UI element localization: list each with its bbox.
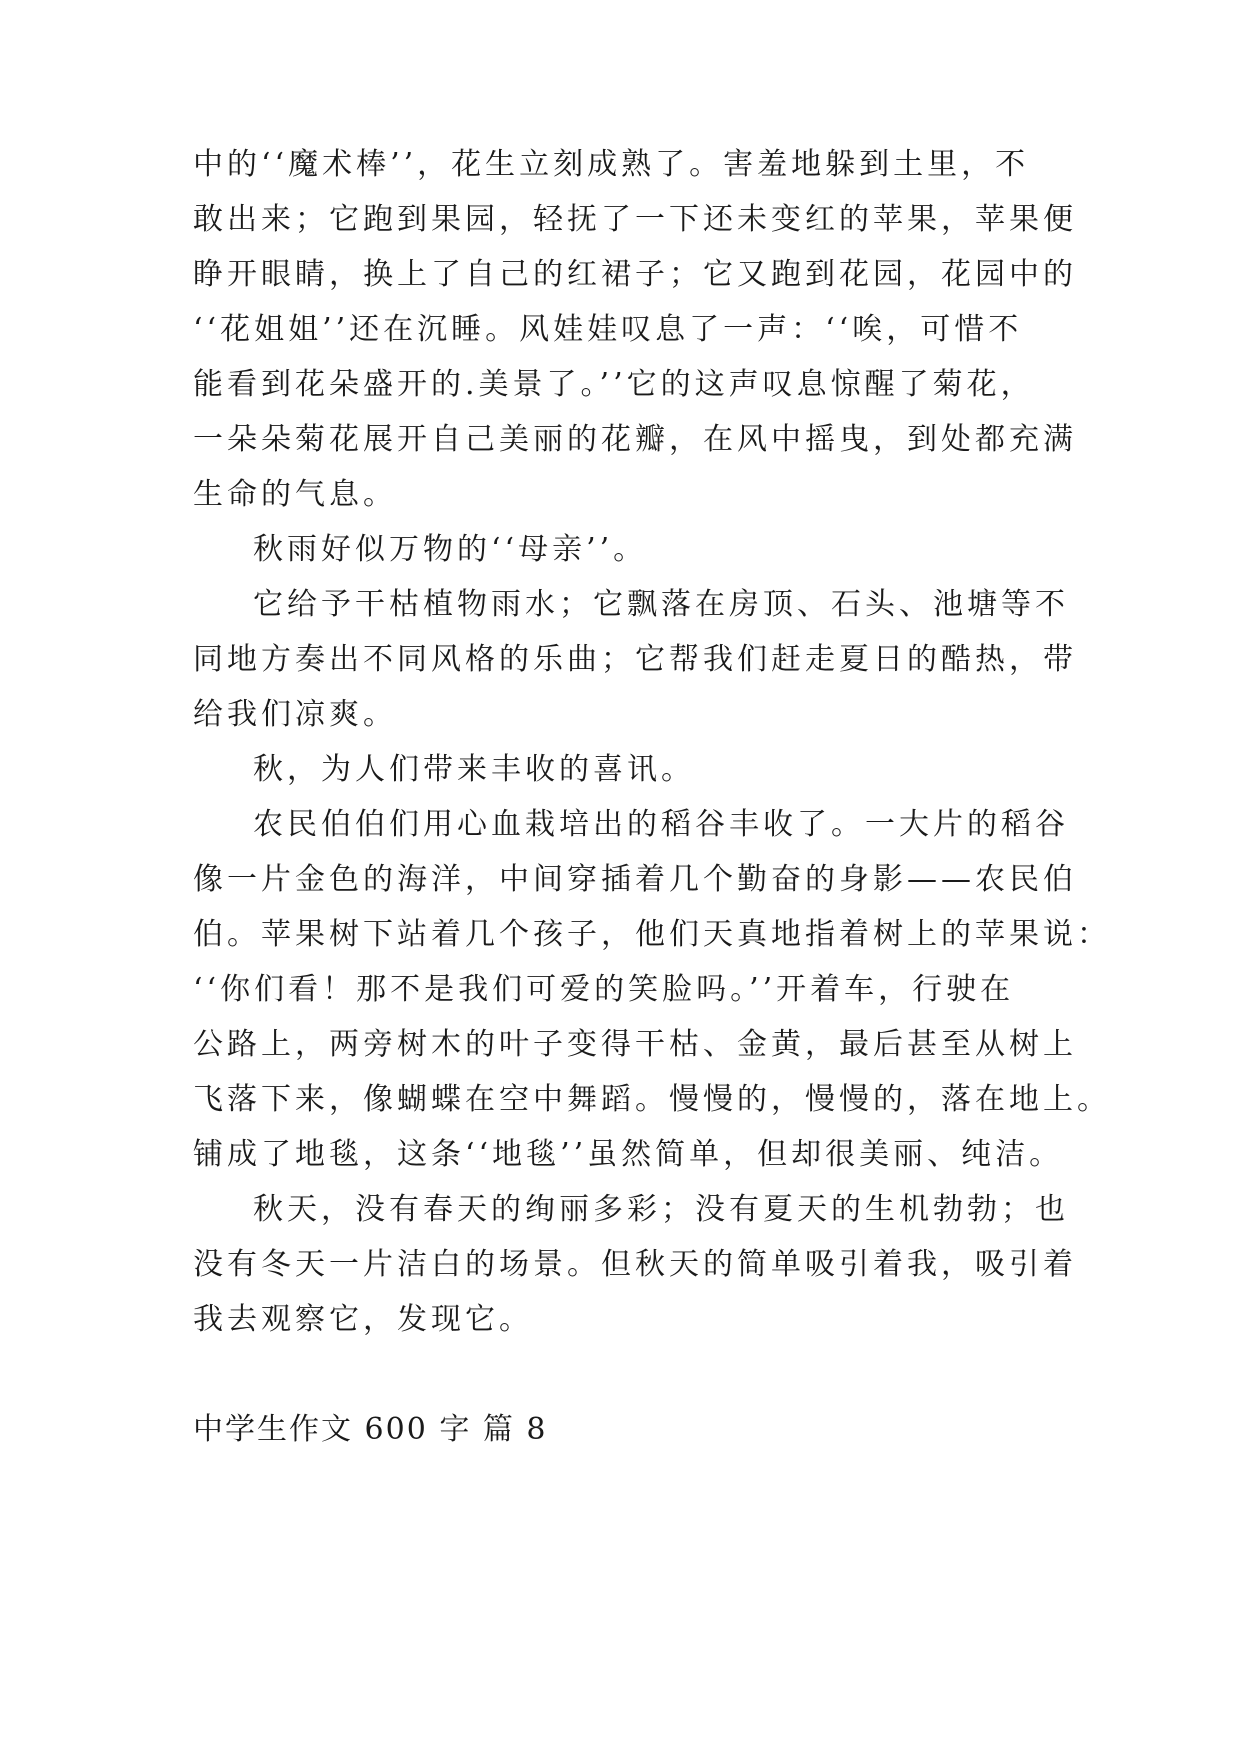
paragraph-first-line: 秋，为人们带来丰收的喜讯。 bbox=[253, 752, 695, 787]
text-line: 没有冬天一片洁白的场景。但秋天的简单吸引着我，吸引着 bbox=[193, 1247, 1077, 1282]
section-heading: 中学生作文 600 字 篇 8 bbox=[193, 1412, 548, 1447]
text-line: 我去观察它，发现它。 bbox=[193, 1302, 533, 1337]
text-line: 睁开眼睛，换上了自己的红裙子；它又跑到花园，花园中的 bbox=[193, 257, 1077, 292]
paragraph-first-line: 它给予干枯植物雨水；它飘落在房顶、石头、池塘等不 bbox=[253, 587, 1069, 622]
text-line: 敢出来；它跑到果园，轻抚了一下还未变红的苹果，苹果便 bbox=[193, 202, 1077, 237]
text-line: 飞落下来，像蝴蝶在空中舞蹈。慢慢的，慢慢的，落在地上。 bbox=[193, 1082, 1111, 1117]
text-line: ‘‘花姐姐’’还在沉睡。风娃娃叹息了一声：‘‘唉，可惜不 bbox=[193, 312, 1023, 347]
text-line: 生命的气息。 bbox=[193, 477, 397, 512]
paragraph-first-line: 秋雨好似万物的‘‘母亲’’。 bbox=[253, 532, 648, 567]
text-line: 铺成了地毯，这条‘‘地毯’’虽然简单，但却很美丽、纯洁。 bbox=[193, 1137, 1064, 1172]
text-line: ‘‘你们看！那不是我们可爱的笑脸吗。’’开着车，行驶在 bbox=[193, 972, 1015, 1007]
text-line: 公路上，两旁树木的叶子变得干枯、金黄，最后甚至从树上 bbox=[193, 1027, 1077, 1062]
text-line: 同地方奏出不同风格的乐曲；它帮我们赶走夏日的酷热，带 bbox=[193, 642, 1077, 677]
text-line: 伯。苹果树下站着几个孩子，他们天真地指着树上的苹果说： bbox=[193, 917, 1111, 952]
text-line: 中的‘‘魔术棒’’，花生立刻成熟了。害羞地躲到土里，不 bbox=[193, 147, 1030, 182]
paragraph-first-line: 农民伯伯们用心血栽培出的稻谷丰收了。一大片的稻谷 bbox=[253, 807, 1069, 842]
text-line: 能看到花朵盛开的.美景了。’’它的这声叹息惊醒了菊花， bbox=[193, 367, 1035, 402]
text-line: 像一片金色的海洋，中间穿插着几个勤奋的身影——农民伯 bbox=[193, 862, 1077, 897]
text-line: 一朵朵菊花展开自己美丽的花瓣，在风中摇曳，到处都充满 bbox=[193, 422, 1077, 457]
text-line: 给我们凉爽。 bbox=[193, 697, 397, 732]
paragraph-first-line: 秋天，没有春天的绚丽多彩；没有夏天的生机勃勃；也 bbox=[253, 1192, 1069, 1227]
